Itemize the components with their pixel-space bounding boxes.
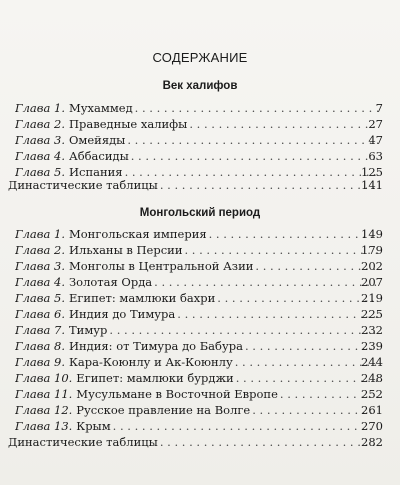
page-number: 125 bbox=[361, 165, 383, 179]
chapter-number: Глава 3. bbox=[15, 133, 65, 147]
dynasty-tables-entry[interactable] bbox=[0, 177, 400, 193]
toc-entry[interactable] bbox=[0, 322, 400, 338]
chapter-number: Глава 12. bbox=[15, 403, 73, 417]
chapter-title: Омейяды bbox=[68, 133, 126, 147]
toc-entry[interactable] bbox=[0, 386, 400, 402]
dynasty-tables-title: Династические таблицы bbox=[8, 435, 158, 449]
toc-entry[interactable] bbox=[0, 290, 400, 306]
leader-dots bbox=[185, 242, 379, 258]
chapter-title: Золотая Орда bbox=[68, 275, 153, 289]
page-number: 149 bbox=[361, 227, 383, 241]
page-number: 63 bbox=[368, 149, 383, 163]
leader-dots bbox=[236, 370, 378, 386]
leader-dots bbox=[109, 322, 378, 338]
leader-dots bbox=[131, 148, 378, 164]
chapter-number: Глава 2. bbox=[15, 117, 65, 131]
toc-entry[interactable] bbox=[0, 274, 400, 290]
chapter-title: Монголы в Центральной Азии bbox=[68, 259, 254, 273]
toc-entry[interactable] bbox=[0, 354, 400, 370]
page-number: 270 bbox=[361, 419, 383, 433]
dynasty-tables-title: Династические таблицы bbox=[8, 178, 158, 192]
section-mongol-entries bbox=[0, 226, 400, 434]
chapter-title: Аббасиды bbox=[68, 149, 129, 163]
chapter-title: Египет: мамлюки бурджи bbox=[76, 371, 234, 385]
chapter-number: Глава 11. bbox=[15, 387, 73, 401]
chapter-number: Глава 4. bbox=[15, 275, 65, 289]
page-number: 239 bbox=[361, 339, 383, 353]
toc-entry[interactable] bbox=[0, 258, 400, 274]
chapter-number: Глава 1. bbox=[15, 227, 65, 241]
page-number: 141 bbox=[361, 178, 383, 192]
page-number: 202 bbox=[361, 259, 383, 273]
leader-dots bbox=[113, 418, 378, 434]
page-number: 27 bbox=[368, 117, 383, 131]
chapter-title: Монгольская империя bbox=[68, 227, 207, 241]
page-number: 244 bbox=[361, 355, 383, 369]
toc-entry[interactable] bbox=[0, 418, 400, 434]
page-number: 179 bbox=[361, 243, 383, 257]
leader-dots bbox=[135, 100, 378, 116]
chapter-title: Праведные халифы bbox=[68, 117, 188, 131]
leader-dots bbox=[217, 290, 378, 306]
chapter-number: Глава 3. bbox=[15, 259, 65, 273]
chapter-number: Глава 5. bbox=[15, 165, 65, 179]
toc-entry[interactable] bbox=[0, 148, 400, 164]
leader-dots bbox=[209, 226, 378, 242]
toc-entry[interactable] bbox=[0, 338, 400, 354]
chapter-number: Глава 9. bbox=[15, 355, 65, 369]
toc-entry[interactable] bbox=[0, 370, 400, 386]
leader-dots bbox=[255, 258, 378, 274]
chapter-number: Глава 1. bbox=[15, 101, 65, 115]
chapter-number: Глава 8. bbox=[15, 339, 65, 353]
chapter-number: Глава 7. bbox=[15, 323, 65, 337]
page-number: 252 bbox=[361, 387, 383, 401]
leader-dots bbox=[154, 274, 378, 290]
section-title-mongol: Монгольский период bbox=[139, 207, 261, 219]
toc-entry[interactable] bbox=[0, 132, 400, 148]
page-number: 225 bbox=[361, 307, 383, 321]
page-number: 7 bbox=[375, 101, 383, 115]
toc-entry[interactable] bbox=[0, 402, 400, 418]
page-number: 219 bbox=[361, 291, 383, 305]
leader-dots bbox=[245, 338, 378, 354]
leader-dots bbox=[160, 434, 378, 450]
leader-dots bbox=[252, 402, 378, 418]
chapter-title: Индия до Тимура bbox=[68, 307, 176, 321]
chapter-number: Глава 6. bbox=[15, 307, 65, 321]
chapter-title: Тимур bbox=[68, 323, 108, 337]
page-number: 207 bbox=[361, 275, 383, 289]
section-title-caliphs: Век халифов bbox=[162, 80, 238, 92]
chapter-number: Глава 13. bbox=[15, 419, 73, 433]
chapter-number: Глава 4. bbox=[15, 149, 65, 163]
toc-entry[interactable] bbox=[0, 116, 400, 132]
leader-dots bbox=[177, 306, 378, 322]
toc-entry[interactable] bbox=[0, 226, 400, 242]
toc-entry[interactable] bbox=[0, 306, 400, 322]
chapter-title: Индия: от Тимура до Бабура bbox=[68, 339, 243, 353]
chapter-number: Глава 2. bbox=[15, 243, 65, 257]
chapter-title: Египет: мамлюки бахри bbox=[68, 291, 216, 305]
chapter-number: Глава 10. bbox=[15, 371, 73, 385]
chapter-title: Крым bbox=[76, 419, 111, 433]
page-number: 47 bbox=[368, 133, 383, 147]
chapter-title: Ильханы в Персии bbox=[68, 243, 183, 257]
toc-entry[interactable] bbox=[0, 100, 400, 116]
chapter-number: Глава 5. bbox=[15, 291, 65, 305]
leader-dots bbox=[160, 177, 378, 193]
chapter-title: Кара-Коюнлу и Ак-Коюнлу bbox=[68, 355, 233, 369]
leader-dots bbox=[189, 116, 378, 132]
page-number: 261 bbox=[361, 403, 383, 417]
chapter-title: Испания bbox=[68, 165, 123, 179]
dynasty-tables-entry[interactable] bbox=[0, 434, 400, 450]
chapter-title: Мусульмане в Восточной Европе bbox=[76, 387, 278, 401]
chapter-title: Мухаммед bbox=[68, 101, 133, 115]
toc-entry[interactable] bbox=[0, 242, 400, 258]
toc-heading: СОДЕРЖАНИЕ bbox=[152, 50, 248, 65]
leader-dots bbox=[127, 132, 378, 148]
chapter-title: Русское правление на Волге bbox=[76, 403, 251, 417]
leader-dots bbox=[235, 354, 378, 370]
page-number: 232 bbox=[361, 323, 383, 337]
page-number: 248 bbox=[361, 371, 383, 385]
section-caliphs-entries bbox=[0, 100, 400, 180]
page-number: 282 bbox=[361, 435, 383, 449]
